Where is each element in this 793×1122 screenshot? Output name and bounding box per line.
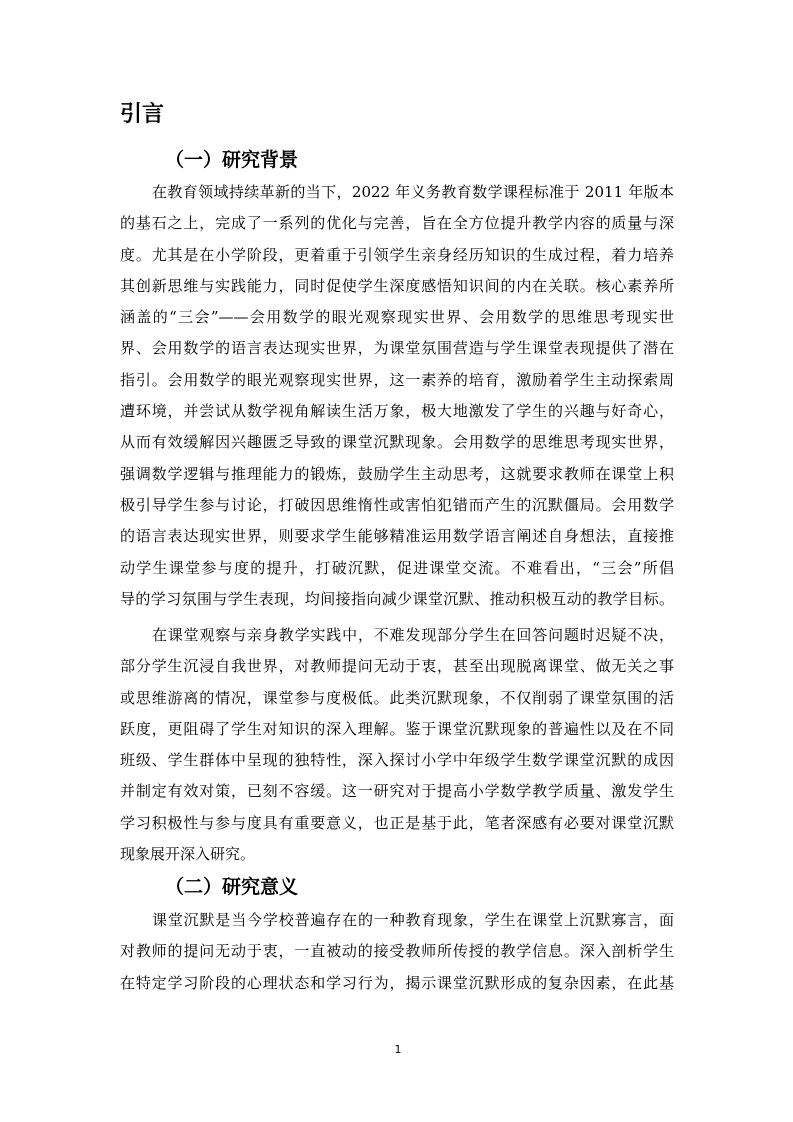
paragraph-background-1 <box>120 177 674 615</box>
paragraph-line: 从而有效缓解因兴趣匮乏导致的课堂沉默现象。会用数学的思维思考现实世界， <box>120 433 674 452</box>
paragraph-line: 在课堂观察与亲身教学实践中，不难发现部分学生在回答问题时迟疑不决， <box>152 626 674 644</box>
paragraph-line: 遭环境，并尝试从数学视角解读生活万象，极大地激发了学生的兴趣与好奇心， <box>120 402 674 421</box>
page-title: 引言 <box>120 102 165 127</box>
paragraph-line: 在特定学习阶段的心理状态和学习行为，揭示课堂沉默形成的复杂因素，在此基 <box>120 973 674 992</box>
section-heading-research-background: （一）研究背景 <box>165 149 299 171</box>
paragraph-line: 部分学生沉浸自我世界，对教师提问无动于衷，甚至出现脱离课堂、做无关之事 <box>120 657 674 676</box>
paragraph-line: 并制定有效对策，已刻不容缓。这一研究对于提高小学数学教学质量、激发学生 <box>120 782 674 801</box>
paragraph-line: 课堂沉默是当今学校普遍存在的一种教育现象，学生在课堂上沉默寡言，面 <box>152 911 674 929</box>
paragraph-line: 跃度，更阻碍了学生对知识的深入理解。鉴于课堂沉默现象的普遍性以及在不同 <box>120 719 674 738</box>
paragraph-line: 界、会用数学的语言表达现实世界，为课堂氛围营造与学生课堂表现提供了潜在 <box>120 339 674 358</box>
paragraph-line: 涵盖的“三会”——会用数学的眼光观察现实世界、会用数学的思维思考现实世 <box>120 308 674 327</box>
paragraph-background-2 <box>120 620 674 870</box>
paragraph-line: 强调数学逻辑与推理能力的锻炼，鼓励学生主动思考，这就要求教师在课堂上积 <box>120 464 674 483</box>
paragraph-line: 班级、学生群体中呈现的独特性，深入探讨小学中年级学生数学课堂沉默的成因 <box>120 751 674 770</box>
page-number: 1 <box>394 1043 402 1056</box>
paragraph-line: 其创新思维与实践能力，同时促使学生深度感悟知识间的内在关联。核心素养所 <box>120 276 674 295</box>
paragraph-line: 在教育领域持续革新的当下，2022 年义务教育数学课程标准于 2011 年版本 <box>152 183 674 201</box>
paragraph-line: 度。尤其是在小学阶段，更着重于引领学生亲身经历知识的生成过程，着力培养 <box>120 245 674 264</box>
paragraph-line: 极引导学生参与讨论，打破因思维惰性或害怕犯错而产生的沉默僵局。会用数学 <box>120 495 674 514</box>
paragraph-significance-1 <box>120 905 674 999</box>
paragraph-line: 指引。会用数学的眼光观察现实世界，这一素养的培育，激励着学生主动探索周 <box>120 370 674 389</box>
paragraph-line: 现象展开深入研究。 <box>120 845 256 864</box>
paragraph-line: 对教师的提问无动于衷，一直被动的接受教师所传授的教学信息。深入剖析学生 <box>120 942 674 961</box>
paragraph-line: 的语言表达现实世界，则要求学生能够精准运用数学语言阐述自身想法，直接推 <box>120 527 674 546</box>
paragraph-line: 或思维游离的情况，课堂参与度极低。此类沉默现象，不仅削弱了课堂氛围的活 <box>120 688 674 707</box>
section-heading-research-significance: （二）研究意义 <box>165 876 299 898</box>
paragraph-line: 导的学习氛围与学生表现，均间接指向减少课堂沉默、推动积极互动的教学目标。 <box>120 589 674 608</box>
paragraph-line: 的基石之上，完成了一系列的优化与完善，旨在全方位提升教学内容的质量与深 <box>120 214 674 233</box>
paragraph-line: 学习积极性与参与度具有重要意义，也正是基于此，笔者深感有必要对课堂沉默 <box>120 813 674 832</box>
paragraph-line: 动学生课堂参与度的提升，打破沉默，促进课堂交流。不难看出，“三会”所倡 <box>120 558 674 577</box>
